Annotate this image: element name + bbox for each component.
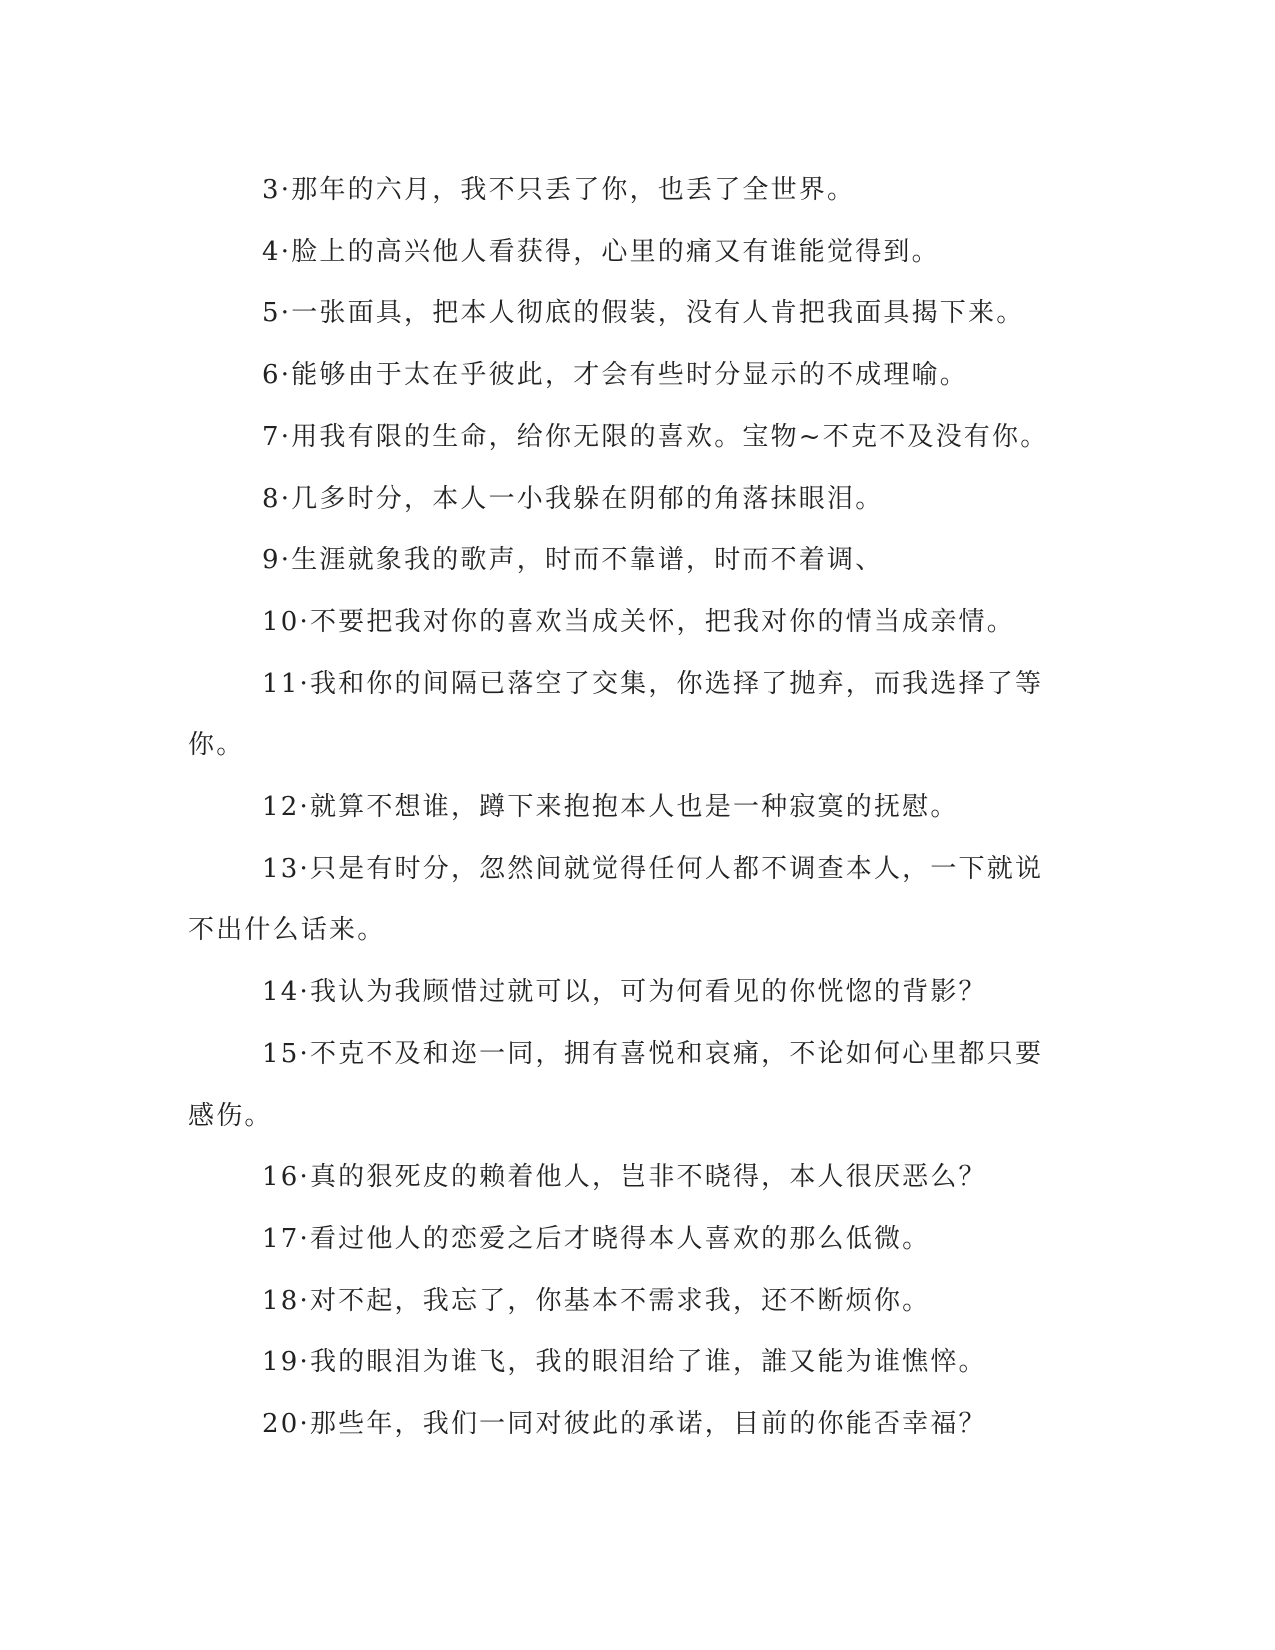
paragraph-10: 10·不要把我对你的喜欢当成关怀，把我对你的情当成亲情。 bbox=[262, 606, 1015, 637]
paragraph-7: 7·用我有限的生命，给你无限的喜欢。宝物~不克不及没有你。 bbox=[262, 421, 1049, 452]
paragraph-13: 13·只是有时分，忽然间就觉得任何人都不调查本人，一下就说不出什么话来。 bbox=[188, 853, 1044, 946]
paragraph-8: 8·几多时分，本人一小我躲在阴郁的角落抹眼泪。 bbox=[262, 483, 884, 514]
paragraph-12: 12·就算不想谁，蹲下来抱抱本人也是一种寂寞的抚慰。 bbox=[262, 792, 959, 823]
paragraph-14: 14·我认为我顾惜过就可以，可为何看见的你恍惚的背影？ bbox=[262, 977, 987, 1008]
paragraph-5: 5·一张面具，把本人彻底的假装，没有人肯把我面具揭下来。 bbox=[262, 298, 1025, 329]
paragraph-16: 16·真的狠死皮的赖着他人，岂非不晓得，本人很厌恶么？ bbox=[262, 1162, 987, 1193]
paragraph-3: 3·那年的六月，我不只丢了你，也丢了全世界。 bbox=[262, 175, 856, 205]
paragraph-19: 19·我的眼泪为谁飞，我的眼泪给了谁，誰又能为谁憔悴。 bbox=[262, 1347, 987, 1378]
paragraph-15: 15·不克不及和迩一同，拥有喜悦和哀痛，不论如何心里都只要感伤。 bbox=[188, 1038, 1044, 1131]
paragraph-9: 9·生涯就象我的歌声，时而不靠谱，时而不着调、 bbox=[262, 545, 884, 576]
paragraph-20: 20·那些年，我们一同对彼此的承诺，目前的你能否幸福？ bbox=[262, 1409, 987, 1440]
document-body bbox=[188, 160, 1058, 1456]
paragraph-18: 18·对不起，我忘了，你基本不需求我，还不断烦你。 bbox=[262, 1285, 931, 1316]
paragraph-4: 4·脸上的高兴他人看获得，心里的痛又有谁能觉得到。 bbox=[262, 236, 940, 267]
paragraph-11: 11·我和你的间隔已落空了交集，你选择了抛弃，而我选择了等你。 bbox=[188, 668, 1044, 761]
paragraph-6: 6·能够由于太在乎彼此，才会有些时分显示的不成理喻。 bbox=[262, 360, 969, 391]
paragraph-17: 17·看过他人的恋爱之后才晓得本人喜欢的那么低微。 bbox=[262, 1223, 931, 1254]
